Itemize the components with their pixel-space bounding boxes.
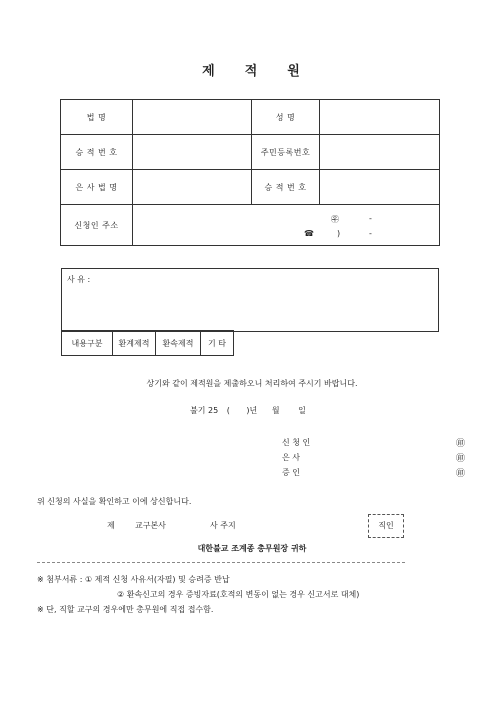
note-1 xyxy=(37,574,230,585)
note-3 xyxy=(37,604,213,615)
submission-statement: 상기와 같이 제적원을 제출하오니 처리하여 주시기 바랍니다. xyxy=(146,379,358,388)
note-text: 단, 직할 교구의 경우에만 총무원에 직접 접수함. xyxy=(46,605,214,614)
dharma-name-label: 법 명 xyxy=(61,100,133,135)
category-header: 내용구분 xyxy=(62,331,113,356)
title-char-1: 제 xyxy=(202,64,217,79)
addressee: 대한불교 조계종 총무원장 귀하 xyxy=(197,544,307,553)
category-return-expulsion[interactable]: 환계제적 xyxy=(113,331,156,356)
phone-paren: ) xyxy=(337,229,341,238)
name-field[interactable] xyxy=(320,100,440,135)
date-year-close: )년 xyxy=(246,406,258,415)
office-org: 교구본사 xyxy=(135,521,166,530)
note-2: ② 환속신고의 경우 증빙자료(호적의 변동이 없는 경우 신고서로 대체) xyxy=(117,590,360,599)
master-ordination-number-field[interactable] xyxy=(320,170,440,205)
note-marker: ※ xyxy=(37,605,44,614)
category-other[interactable]: 기 타 xyxy=(201,331,234,356)
category-table xyxy=(61,330,234,356)
note-text: ① 제적 신청 사유서(자필) 및 승려증 반납 xyxy=(84,575,230,584)
date-open-paren: ( xyxy=(226,406,230,415)
signatory-applicant-label: 신 청 인 xyxy=(282,438,311,447)
resident-number-label: 주민등록번호 xyxy=(252,135,320,170)
category-laicization[interactable]: 환속제적 xyxy=(156,331,201,356)
name-label: 성 명 xyxy=(252,100,320,135)
seal-icon: ㊞ xyxy=(456,469,466,479)
reason-label: 사 유 : xyxy=(67,275,91,284)
note-lead: 첨부서류 : xyxy=(46,575,83,584)
master-dharma-name-field[interactable] xyxy=(133,170,252,205)
master-dharma-name-label: 은 사 법 명 xyxy=(61,170,133,205)
divider xyxy=(37,562,405,563)
seal-icon: ㊞ xyxy=(456,454,466,464)
date-month: 월 xyxy=(271,406,280,415)
phone-icon: ☎ xyxy=(304,229,314,238)
reason-box[interactable] xyxy=(61,268,439,332)
applicant-address-label: 신청인 주소 xyxy=(61,205,133,246)
page-title xyxy=(0,60,504,79)
master-ordination-number-label: 승 적 번 호 xyxy=(252,170,320,205)
confirmation-text: 위 신청의 사실을 확인하고 이에 상신합니다. xyxy=(37,497,192,506)
title-char-2: 적 xyxy=(244,64,260,79)
postal-dash: - xyxy=(369,214,372,223)
resident-number-field[interactable] xyxy=(320,135,440,170)
dharma-name-field[interactable] xyxy=(133,100,252,135)
date-era: 불기 25 xyxy=(190,406,219,415)
title-char-3: 원 xyxy=(287,64,302,79)
signatory-master-label: 은 사 xyxy=(282,453,300,462)
office-suffix: 사 주지 xyxy=(210,521,236,530)
postal-code-icon: ㉾ xyxy=(331,215,339,224)
ordination-number-field[interactable] xyxy=(133,135,252,170)
phone-dash: - xyxy=(369,229,372,238)
applicant-address-field[interactable] xyxy=(133,205,440,246)
ordination-number-label: 승 적 번 호 xyxy=(61,135,133,170)
date-day: 일 xyxy=(298,406,306,415)
seal-icon: ㊞ xyxy=(456,439,466,449)
official-stamp-box: 직인 xyxy=(368,514,404,538)
note-marker: ※ xyxy=(37,575,44,584)
office-prefix: 제 xyxy=(107,521,115,530)
applicant-info-table xyxy=(60,99,440,246)
date-line xyxy=(190,405,306,416)
signatory-witness-label: 증 인 xyxy=(282,468,300,477)
